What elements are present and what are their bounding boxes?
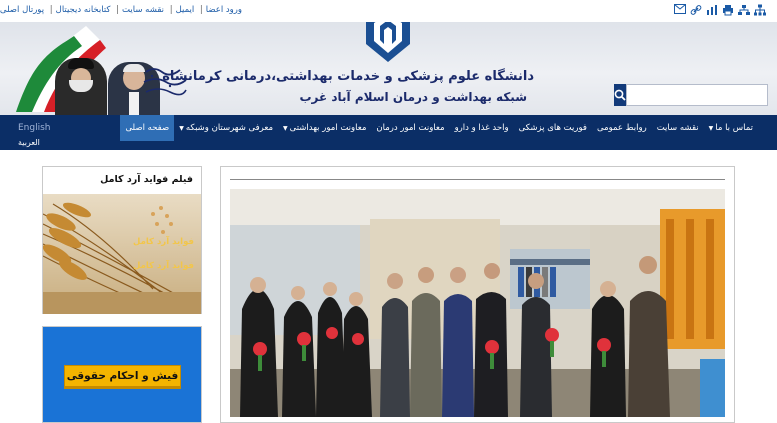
language-arabic-link[interactable]: العربية — [18, 138, 40, 147]
nav-item-food-drug[interactable] — [450, 115, 514, 141]
news-panel — [220, 166, 735, 423]
nav-item-sitemap[interactable] — [652, 115, 704, 141]
mail-icon[interactable] — [673, 4, 686, 16]
search-input[interactable] — [626, 84, 768, 106]
nav-item-health[interactable] — [278, 115, 371, 141]
nav-item-label: معرفی شهرستان وشبکه — [185, 123, 274, 133]
top-icons — [673, 4, 766, 16]
university-emblem-logo — [360, 22, 416, 66]
nav-item-label: معاونت امور درمان — [376, 123, 445, 133]
nav-item-label: صفحه اصلی — [125, 123, 170, 133]
print-icon[interactable] — [721, 4, 734, 16]
nav-item-emergency[interactable] — [514, 115, 592, 141]
nav-item-treatment[interactable] — [371, 115, 449, 141]
wheat-video-card[interactable] — [42, 166, 202, 314]
nav-subbar — [0, 141, 777, 150]
divider: | — [49, 5, 53, 15]
divider: | — [199, 5, 203, 15]
top-links — [0, 5, 242, 15]
top-link-login[interactable]: ورود اعضا — [205, 5, 242, 15]
network-icon[interactable] — [753, 4, 766, 16]
wheat-caption-2: فواید آرد کامل — [133, 261, 194, 271]
site-header — [0, 22, 777, 115]
top-link-email[interactable]: ایمیل — [175, 5, 195, 15]
nav-item-label: فوریت های پزشکی — [518, 123, 587, 133]
language-english-link[interactable]: English — [18, 123, 51, 133]
nav-item-label: تماس با ما — [715, 123, 753, 133]
nav-item-about[interactable] — [174, 115, 278, 141]
divider — [230, 179, 725, 180]
nav-item-public-relations[interactable] — [592, 115, 652, 141]
divider: | — [169, 5, 173, 15]
caret-down-icon: ▼ — [179, 125, 184, 132]
link-icon[interactable] — [689, 4, 702, 16]
card-title: فیلم فواید آرد کامل — [100, 174, 193, 185]
top-link-sitemap[interactable]: نقشه سایت — [122, 5, 164, 15]
top-link-portal[interactable]: پورتال اصلی — [0, 5, 45, 15]
nav-item-label: واحد غذا و دارو — [454, 123, 509, 133]
top-link-library[interactable]: کتابخانه دیجیتال — [55, 5, 111, 15]
nav-item-label: معاونت امور بهداشتی — [289, 123, 367, 133]
sitemap-icon[interactable] — [737, 4, 750, 16]
page-title: دانشگاه علوم پزشکی و خدمات بهداشتی،درمانی کرمانشاه — [162, 69, 534, 84]
search-icon — [614, 89, 626, 101]
page-subtitle: شبکه بهداشت و درمان اسلام آباد غرب — [299, 90, 527, 104]
top-bar — [0, 0, 777, 22]
nav-items — [120, 115, 758, 141]
divider: | — [116, 5, 120, 15]
payroll-card — [42, 326, 202, 423]
search-button[interactable] — [614, 84, 626, 106]
stats-icon[interactable] — [705, 4, 718, 16]
search-box — [614, 84, 759, 106]
leader-portrait — [55, 58, 107, 115]
wheat-image[interactable] — [43, 194, 201, 314]
nav-item-label: نقشه سایت — [656, 123, 699, 133]
caret-down-icon: ▼ — [708, 125, 714, 132]
wheat-caption-1: فواید آرد کامل — [133, 237, 194, 247]
wheat-illustration — [43, 194, 201, 314]
news-photo[interactable] — [230, 189, 725, 417]
caret-down-icon: ▼ — [283, 125, 288, 132]
nav-item-contact[interactable] — [704, 115, 758, 141]
nav-item-home[interactable] — [120, 115, 174, 141]
group-photo-illustration — [230, 189, 725, 417]
main-nav — [0, 115, 777, 141]
payroll-button[interactable]: فیش و احکام حقوقی — [64, 365, 181, 389]
nav-item-label: روابط عمومی — [596, 123, 647, 133]
